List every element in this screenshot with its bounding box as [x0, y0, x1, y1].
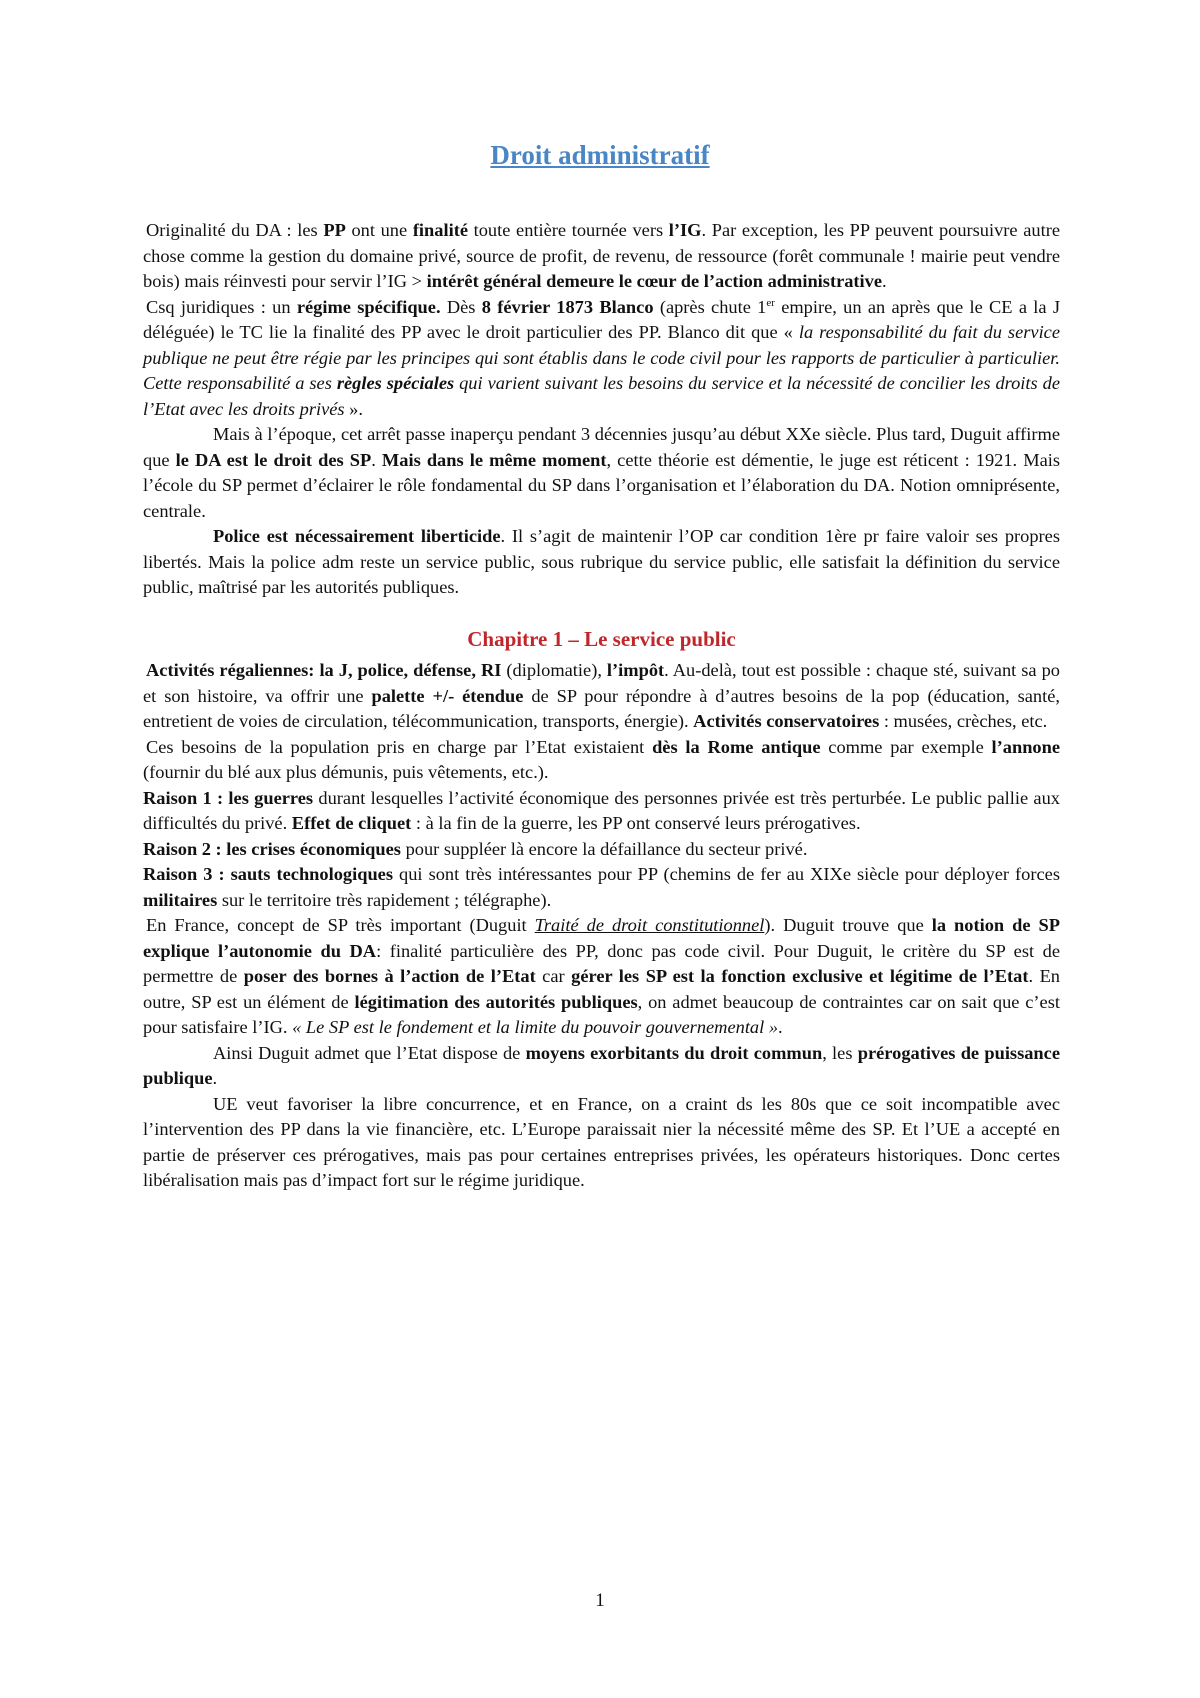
paragraph-csq-juridiques [143, 295, 1060, 423]
text-run: intérêt général demeure le cœur de l’action administrative [426, 271, 883, 291]
paragraph-ainsi-duguit [143, 1041, 1060, 1092]
text-run: toute entière tournée vers [467, 220, 669, 240]
text-run: prérogatives de puissance publique [143, 1042, 1060, 1088]
text-run: 8 février 1873 Blanco [481, 296, 654, 317]
text-run: . [371, 449, 382, 470]
text-run: empire, un an après que le CE a la J déléguée) le TC lie la finalité des PP avec le droit particulier des PP. Blanco dit que « [143, 296, 1060, 342]
text-run: Activités régaliennes: la J, police, défense, RI [146, 660, 502, 680]
paragraph-raison-2 [143, 837, 1060, 863]
text-run: Originalité du DA : les [146, 220, 324, 240]
text-run: poser des bornes à l’action de l’Etat [243, 966, 536, 986]
paragraph-epoque [143, 422, 1060, 524]
text-run: . [778, 1017, 783, 1037]
paragraph-originalite [143, 218, 1060, 295]
text-run: . Au-delà, tout est possible : chaque sté, suivant sa po et son histoire, va offrir une [143, 660, 1060, 706]
text-run: er [766, 296, 775, 309]
text-run: Raison 1 : les guerres [143, 787, 314, 808]
text-run: sur le territoire très rapidement ; télégraphe). [217, 889, 552, 910]
text-run: . Par exception, les PP peuvent poursuivre autre chose comme la gestion du domaine privé, source de profit, de revenu, de ressource (forêt communale ! mairie peut vendre bois) mais réinvesti pour servir l’IG > [143, 220, 1060, 291]
text-run: : à la fin de la guerre, les PP ont conservé leurs prérogatives. [411, 813, 861, 833]
text-run: durant lesquelles l’activité économique des personnes privée est très perturbée. Le public pallie aux difficultés du privé. [143, 787, 1060, 833]
text-run: (après chute 1 [653, 296, 767, 317]
text-run: gérer les SP est la fonction exclusive et légitime de l’Etat [571, 966, 1029, 986]
text-run: « Le SP est le fondement et la limite du pouvoir gouvernemental » [292, 1017, 779, 1037]
text-run: Activités conservatoires [693, 711, 880, 731]
page-number: 1 [595, 1590, 605, 1611]
text-run: ». [344, 398, 363, 419]
text-run: PP [323, 220, 346, 240]
text-run: Ces besoins de la population pris en charge par l’Etat existaient [146, 736, 653, 757]
paragraph-activites-regaliennes [143, 658, 1060, 735]
text-run: Ainsi Duguit admet que l’Etat dispose de [213, 1042, 526, 1063]
text-run: moyens exorbitants du droit commun [525, 1042, 823, 1063]
text-run: . En outre, SP est un élément de [143, 966, 1061, 1012]
text-run: militaires [143, 889, 218, 910]
text-run: le DA est le droit des SP [175, 449, 372, 470]
text-run: qui sont très intéressantes pour PP (chemins de fer au XIXe siècle pour déployer forces [393, 864, 1060, 884]
text-run: Raison 2 : les crises économiques [143, 838, 401, 859]
text-run: . Il s’agit de maintenir l’OP car condition 1ère pr faire valoir ses propres libertés. Mais la police adm reste un service public, sous rubrique du service public, elle satisfait la définition du service public, maîtrisé par les autorités publiques. [143, 526, 1060, 597]
text-run: , on admet beaucoup de contraintes car on sait que c’est pour satisfaire l’IG. [143, 991, 1060, 1037]
text-run: régime spécifique. [296, 296, 441, 317]
text-run: l’impôt [606, 660, 665, 680]
text-run: : finalité particulière des PP, donc pas code civil. Pour Duguit, le critère du SP est de permettre de [143, 940, 1060, 986]
text-run: règles spéciales [336, 373, 455, 393]
text-run: la notion de SP explique l’autonomie du DA [143, 915, 1060, 961]
text-run: : musées, crèches, etc. [879, 711, 1048, 731]
text-run: pour suppléer là encore la défaillance du secteur privé. [400, 838, 808, 859]
text-run: . [882, 271, 887, 291]
text-run: Traité de droit constitutionnel [534, 915, 765, 935]
paragraph-ue [143, 1092, 1060, 1194]
text-run: dès la Rome antique [652, 736, 821, 757]
text-run: Effet de cliquet [291, 813, 412, 833]
document-title: Droit administratif [490, 140, 710, 170]
text-run: , les [822, 1042, 858, 1063]
text-run: En France, concept de SP très important (Duguit [146, 915, 535, 935]
paragraph-police [143, 524, 1060, 601]
text-run: , cette théorie est démentie, le juge est réticent : 1921. Mais l’école du SP permet d’éclairer le rôle fondamental du SP dans l’organisation et l’élaboration du DA. Notion omniprésente, centrale. [143, 449, 1061, 521]
text-run: Csq juridiques : un [146, 296, 297, 317]
text-run: comme par exemple [820, 736, 992, 757]
text-run: Police est nécessairement liberticide [213, 526, 501, 546]
text-run: légitimation des autorités publiques [354, 991, 638, 1012]
paragraph-raison-3 [143, 862, 1060, 913]
text-run: l’IG [668, 220, 702, 240]
text-run: car [535, 966, 572, 986]
text-run: la responsabilité du fait du service publique ne peut être régie par les principes qui sont établis dans le code civil pour les rapports de particulier à particulier. Cette responsabilité a ses [143, 322, 1060, 393]
text-run: qui varient suivant les besoins du service et la nécessité de concilier les droits de l’Etat avec les droits privés [143, 373, 1060, 419]
text-run: l’annone [991, 736, 1061, 757]
paragraph-raison-1 [143, 786, 1060, 837]
text-run: UE veut favoriser la libre concurrence, et en France, on a craint ds les 80s que ce soit incompatible avec l’intervention des PP dans la vie financière, etc. L’Europe paraissait nier la nécessité même des SP. Et l’UE a accepté en partie de préserver ces prérogatives, mais pas pour certaines entreprises privées, les opérateurs historiques. Donc certes libéralisation mais pas d’impact fort sur le régime juridique. [143, 1093, 1060, 1190]
text-run: Mais à l’époque, cet arrêt passe inaperçu pendant 3 décennies jusqu’au début XXe siècle. Plus tard, Duguit affirme que [143, 424, 1060, 470]
text-run: (diplomatie), [501, 660, 607, 680]
document-body [143, 218, 1060, 1194]
text-run: de SP pour répondre à d’autres besoins de la pop (éducation, santé, entretient de voies de circulation, télécommunication, transports, énergie). [143, 685, 1061, 731]
text-run: ont une [345, 220, 413, 240]
text-run: Raison 3 : sauts technologiques [143, 864, 393, 884]
text-run: palette +/- étendue [371, 685, 524, 706]
text-run: Dès [440, 296, 482, 317]
text-run: Mais dans le même moment [381, 449, 607, 470]
text-run: finalité [412, 220, 468, 240]
text-run: . [212, 1068, 218, 1088]
text-run: ). Duguit trouve que [764, 915, 932, 935]
paragraph-besoins-population [143, 735, 1060, 786]
text-run: (fournir du blé aux plus démunis, puis vêtements, etc.). [143, 762, 549, 782]
paragraph-en-france [143, 913, 1060, 1041]
chapter-heading: Chapitre 1 – Le service public [467, 626, 736, 651]
